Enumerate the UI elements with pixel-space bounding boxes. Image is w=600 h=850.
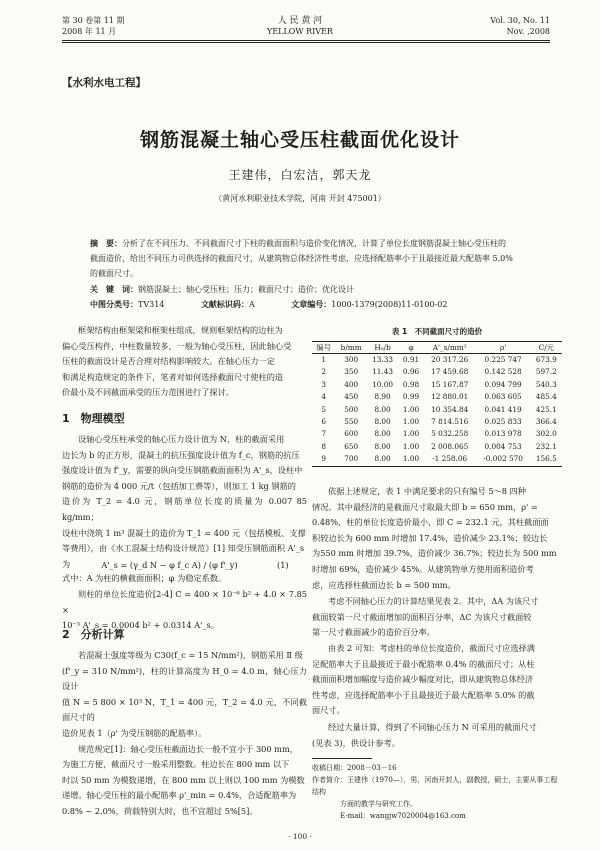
right-para-2	[312, 594, 560, 641]
sec2-line: (f'_y = 310 N/mm²)，柱的计算高度为 H_0 = 4.0 m，轴心压力设计	[62, 665, 307, 692]
table-cell: 650	[344, 441, 359, 451]
table-cell: 0.99	[402, 392, 420, 402]
table-row	[312, 404, 562, 416]
table-cell: 3	[321, 379, 327, 389]
table-row	[312, 453, 562, 466]
table-cell: 4	[321, 392, 327, 402]
footnote-author-cont: 方面的教学与研究工作。	[340, 800, 417, 808]
table-cell: -1 258.06	[424, 453, 476, 466]
table-cell: 450	[344, 392, 359, 402]
intro-line: 价最小及不同截面承受的压力范围进行了探讨。	[62, 387, 234, 398]
intro-line: 偏心受压构件，中柱数量较多，一般为轴心受压柱，因此轴心受	[62, 340, 292, 351]
header-vol-en: Vol. 30, No. 11	[490, 16, 550, 25]
table-cell: 6	[321, 417, 327, 427]
table-cell: 2	[321, 367, 327, 377]
table-row	[312, 379, 562, 391]
abstract-line: 截面造价，给出不同压力可供选择的截面尺寸，从建筑物总体经济性考虑，应选择配筋率小于且最接近最大配筋率 5.0%	[90, 254, 513, 263]
table-cell: 17 459.68	[431, 367, 469, 377]
table-cell: 12 880.01	[431, 392, 469, 402]
right-line: 时增加 69%，造价减少 45%。从建筑物单方使用面积造价考	[312, 563, 534, 574]
keywords-text: 钢筋混凝土；轴心受压柱；压力；截面尺寸；造价；优化设计	[138, 285, 354, 294]
table-cell: 0.004 753	[484, 441, 522, 451]
sec1-line: 设轴心受压柱承受的轴心压力设计值为 N，柱的截面采用	[78, 434, 285, 444]
sec1-line: 设柱中浇筑 1 m³ 混凝土的造价为 T_1 = 400 元（包括模板、支撑	[62, 527, 306, 538]
sec1-line: 为	[62, 558, 71, 569]
right-line: 考虑不同轴心压力的计算结果见表 2。其中，ΔA 为该尺寸	[328, 596, 539, 606]
doc-label: 文献标识码：	[200, 299, 249, 309]
table-1	[312, 341, 562, 467]
table-cell: 2 008.065	[431, 441, 469, 451]
table-cell: 500	[344, 404, 359, 414]
table-cell: 302.0	[535, 429, 557, 439]
table-1-caption: 表 1 不同截面尺寸的造价	[391, 327, 483, 336]
table-cell: 15 167.87	[431, 379, 469, 389]
table-cell: 10 354.84	[431, 404, 469, 414]
table-cell: 8.00	[374, 417, 391, 427]
right-line: 面尺寸。	[312, 705, 345, 716]
table-cell: 232.1	[535, 441, 557, 451]
table-cell: 1.00	[398, 453, 424, 466]
table-1-header: A'_s/mm²	[424, 342, 476, 354]
right-line: 依据上述规定，表 1 中满足要求的只有编号 5～8 四种	[328, 486, 526, 496]
table-cell: 673.9	[535, 355, 557, 364]
table-cell: 0.041 419	[484, 404, 522, 414]
classification	[90, 297, 560, 312]
table-cell: 0.025 833	[484, 417, 522, 427]
table-row	[312, 391, 562, 403]
clc-label: 中图分类号：	[90, 299, 138, 309]
table-cell: 5	[321, 404, 327, 414]
paper-title: 钢筋混凝土轴心受压柱截面优化设计	[139, 129, 460, 151]
table-cell: -0.002 570	[476, 453, 531, 466]
table-cell: 1.00	[402, 441, 420, 451]
keywords-label: 关 键 词：	[90, 284, 138, 294]
table-cell: 8.90	[374, 392, 391, 402]
right-line: 截面面积增加幅度与造价减少幅度对比，即从建筑物总体经济	[312, 674, 534, 685]
table-cell: 7	[321, 429, 327, 439]
header-vol-issue: 第 30 卷第 11 期	[62, 16, 125, 25]
table-cell: 7 814.516	[431, 417, 469, 427]
cost-line: 则柱的单位长度造价[2-4] C = 400 × 10⁻⁶ b² + 4.0 × 7.85 ×	[62, 589, 307, 615]
table-cell: 0.98	[402, 379, 420, 389]
table-cell: 20 317.26	[431, 355, 469, 364]
page-number: · 100 ·	[288, 832, 312, 841]
sec2-line: 时以 50 mm 为模数递增，在 800 mm 以上则以 100 mm 为模数	[62, 774, 305, 785]
footnote-rule	[312, 758, 372, 759]
sec2-line: 规范规定[1]：轴心受压柱截面边长一般不宜小于 300 mm，	[78, 743, 298, 754]
table-cell: 0.91	[402, 355, 420, 364]
table-row	[312, 428, 562, 440]
table-cell: 10.00	[372, 379, 394, 389]
cost-line: 10⁻³ A'_s = 0.0004 b² + 0.0314 A'_s。	[62, 620, 219, 631]
table-cell: 156.5	[531, 453, 562, 466]
header-journal-cn: 人 民 黄 河	[277, 16, 323, 26]
table-row	[312, 366, 562, 378]
right-line: 积较边长为 600 mm 时增加 17.4%，造价减少 23.1%；较边长	[312, 532, 548, 543]
table-cell: 485.4	[535, 392, 557, 402]
right-line: 截面较第一尺寸截面增加的面积百分率，ΔC 为该尺寸截面较	[312, 611, 532, 622]
sec2-line: 0.8% ~ 2.0%，荷载特别大时，也不宜超过 5%[5]。	[62, 805, 258, 816]
table-cell: 0.225 747	[484, 355, 522, 364]
table-cell: 700	[335, 453, 366, 466]
sec1-line: 强度设计值为 f'_y，需要的纵向受压钢筋截面面积为 A'_s，设柱中	[62, 465, 303, 476]
intro-paragraph	[62, 323, 307, 401]
footnote-author: 作者简介：王建伟（1970—），男，河南开封人，副教授，硕士，主要从事工程结构	[312, 776, 558, 796]
section-tag: 【水利水电工程】	[62, 77, 146, 89]
table-cell: 350	[344, 367, 359, 377]
table-cell: 9	[312, 453, 335, 466]
abstract-label: 摘 要：	[90, 238, 122, 248]
right-line: 由表 2 可知：考虑柱的单位长度造价，截面尺寸应选择满	[328, 643, 535, 653]
table-cell: 1	[321, 355, 327, 364]
sec2-line: 若混凝土强度等级为 C30(f_c = 15 N/mm²)，钢筋采用 Ⅱ 级	[78, 650, 303, 660]
table-cell: 0.142 528	[484, 367, 522, 377]
article-value: 1000-1379(2008)11-0100-02	[331, 300, 448, 309]
abstract-line: 的截面尺寸。	[90, 269, 138, 278]
keywords	[90, 282, 560, 297]
right-line: 经过大量计算，得到了不同轴心压力 N 可采用的截面尺寸	[328, 722, 537, 732]
table-1-header: H₀/b	[367, 342, 398, 354]
table-cell: 425.1	[535, 404, 557, 414]
right-para-1	[312, 484, 560, 593]
right-para-3	[312, 641, 560, 719]
table-cell: 8.00	[374, 404, 391, 414]
table-cell: 550	[344, 417, 359, 427]
equation-1-note: 式中：A 为柱的横截面面积；φ 为稳定系数。	[62, 573, 227, 583]
article-label: 文章编号：	[291, 299, 332, 309]
equation-1	[62, 558, 307, 572]
table-row	[312, 441, 562, 453]
table-cell: 0.013 978	[484, 429, 522, 439]
table-cell: 0.063 605	[484, 392, 522, 402]
equation-1-number: (1)	[277, 560, 289, 570]
intro-line: 框架结构由框架梁和框架柱组成，规则框架结构的边柱为	[78, 325, 283, 335]
paper-affiliation: （黄河水利职业技术学院，河南 开封 475001）	[214, 194, 386, 203]
doc-value: A	[248, 300, 255, 309]
table-cell: 600	[344, 429, 359, 439]
header-rule-2	[62, 42, 550, 43]
table-cell: 8	[321, 441, 327, 451]
right-line: 性考虑，应选择配筋率小于且最接近于最大配筋率 5.0% 的截	[312, 689, 535, 700]
sec2-line: 递增。轴心受压柱的最小配筋率 ρ'_min = 0.4%，合适配筋率为	[62, 790, 297, 801]
section-1-heading: 1 物理模型	[62, 412, 125, 425]
sec2-line: 值 N = 5 800 × 10³ N，T_1 = 400 元，T_2 = 4.0 元，不同截面尺寸的	[62, 696, 307, 723]
abstract-line: 分析了在不同压力、不同截面尺寸下柱的截面面积与造价变化情况，计算了单位长度钢筋混凝土轴心受压柱的	[122, 239, 506, 248]
header-rule	[62, 40, 550, 41]
table-cell: 366.4	[535, 417, 557, 427]
table-cell: 13.33	[372, 355, 394, 364]
right-line: 第一尺寸截面减少的造价百分率。	[312, 627, 435, 638]
abstract	[90, 236, 560, 281]
table-1-header: ρ'	[476, 342, 531, 354]
section-2-heading: 2 分析计算	[62, 628, 125, 641]
table-cell: 0.094 799	[484, 379, 522, 389]
table-1-header-row	[312, 342, 562, 354]
right-line: 虑，应选择柱截面边长 b = 500 mm。	[312, 579, 456, 590]
table-cell: 5 032.258	[431, 429, 469, 439]
table-cell: 1.00	[402, 429, 420, 439]
sec1-line: 边长为 b 的正方形，混凝土的抗压强度设计值为 f_c，钢筋的抗压	[62, 449, 300, 460]
table-cell: 0.96	[402, 367, 420, 377]
right-line: 0.48%，柱的单位长度造价最小，即 C = 232.1 元，其柱截面面	[312, 517, 549, 528]
table-cell: 597.2	[535, 367, 557, 377]
right-line: (见表 3)，供设计参考。	[312, 737, 400, 748]
sec1-line: 造价为 T_2 = 4.0 元，钢筋单位长度的质量为 0.007 85 kg/mm；	[62, 496, 307, 522]
section-1-body	[62, 432, 307, 572]
table-cell: 8.00	[374, 429, 391, 439]
right-line: 为550 mm 时增加 39.7%，造价减少 36.7%；较边长为 500 mm	[312, 548, 557, 559]
intro-line: 压柱的截面设计是否合理对结构影响较大。在轴心压力一定	[62, 356, 275, 367]
paper-authors: 王建伟，白宏洁，郭天龙	[228, 168, 372, 182]
table-1-header: φ	[398, 342, 424, 354]
header-journal-en: YELLOW RIVER	[267, 27, 333, 36]
table-row	[312, 354, 562, 367]
right-line: 足配筋率大于且最接近于最小配筋率 0.4% 的截面尺寸；从柱	[312, 658, 535, 669]
section-2-body	[62, 648, 307, 820]
footnote-email: E-mail：wangjw7020004@163.com	[340, 812, 466, 820]
clc-value: TV314	[138, 300, 165, 309]
table-cell: 400	[344, 379, 359, 389]
right-line: 情况。其中最经济的是截面尺寸取最大即 b = 650 mm，ρ' =	[312, 501, 538, 512]
header-date-en: Nov. ,2008	[506, 27, 550, 36]
footnote	[312, 762, 562, 822]
footnote-received: 收稿日期：2008－03－16	[312, 764, 397, 772]
sec2-line: 为施工方便，截面尺寸一般采用整数。柱边长在 800 mm 以下	[62, 759, 290, 770]
table-1-header: C/元	[531, 342, 562, 354]
header-date: 2008 年 11 月	[62, 27, 117, 36]
intro-line: 和满足构造规定的条件下，笔者对如何选择截面尺寸使柱的造	[62, 371, 284, 382]
table-cell: 1.00	[402, 417, 420, 427]
table-cell: 300	[344, 355, 359, 364]
sec1-line: 钢筋的造价为 4 000 元/t（包括加工费等），则加工 1 kg 钢筋的	[62, 480, 296, 491]
table-cell: 540.3	[535, 379, 557, 389]
table-row	[312, 416, 562, 428]
table-cell: 8.00	[374, 441, 391, 451]
table-cell: 8.00	[367, 453, 398, 466]
table-cell: 11.43	[372, 367, 394, 377]
table-1-header: b/mm	[335, 342, 366, 354]
table-cell: 1.00	[402, 404, 420, 414]
equation-1-body: A'_s = (γ_d N − φ f_c A) / (φ f'_y)	[101, 560, 238, 570]
sec1-line: 等费用），由《水工混凝土结构设计规范》[1] 知受压钢筋面积 A'_s	[62, 543, 305, 554]
right-para-4	[312, 720, 560, 751]
sec2-line: 造价见表 1（ρ' 为受压钢筋的配筋率）。	[62, 727, 207, 738]
table-1-header: 编号	[312, 342, 335, 354]
